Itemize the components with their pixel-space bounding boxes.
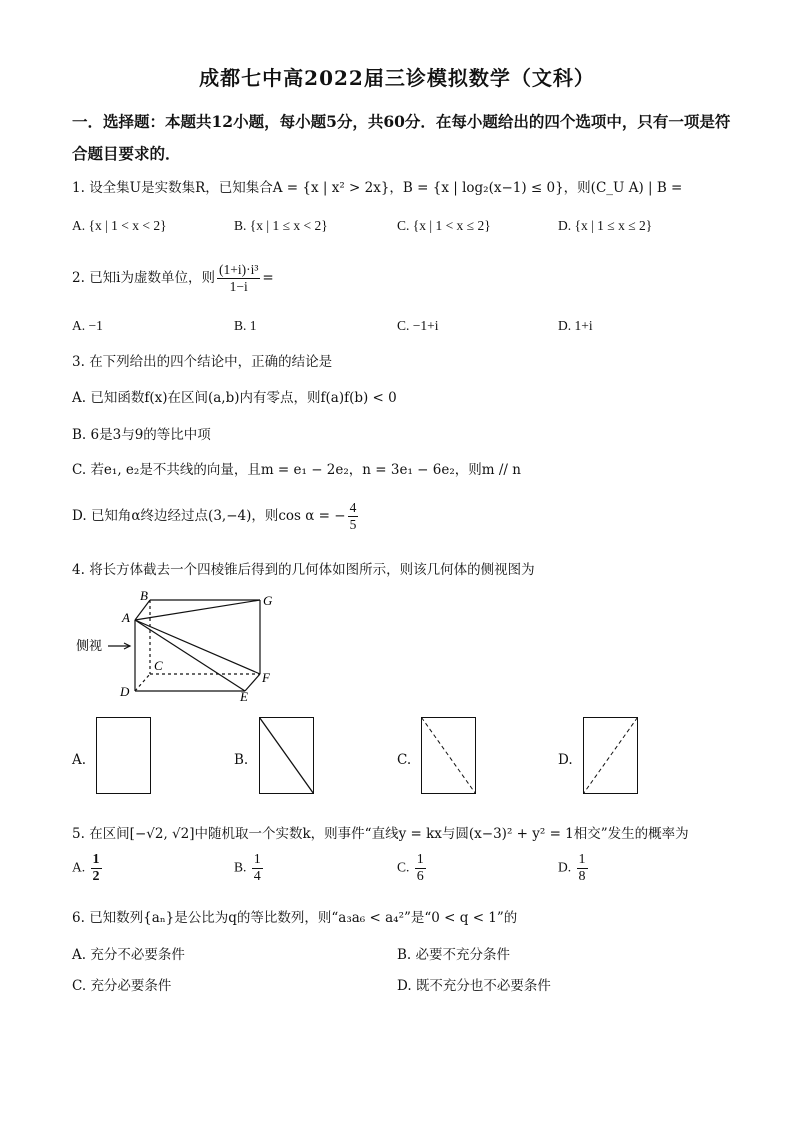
option-d[interactable] (558, 218, 652, 234)
option-c[interactable] (421, 717, 477, 795)
cuboid-figure (70, 588, 290, 703)
option-label: A. (72, 390, 87, 406)
fraction-denominator: 1−i (229, 279, 248, 294)
option-text: 已知角α终边经过点(3,−4)，则cos α = − (90, 508, 346, 524)
option-label: D. (397, 978, 412, 994)
option-text: 充分不必要条件 (90, 947, 185, 963)
option-a[interactable] (72, 218, 167, 234)
option-b[interactable] (234, 852, 265, 885)
option-d[interactable] (558, 318, 593, 334)
vertex-label: E (240, 689, 248, 704)
option-d[interactable] (558, 852, 590, 885)
edge-ab (135, 600, 150, 620)
vertex-label: F (262, 670, 270, 685)
fraction (217, 262, 260, 295)
option-c[interactable] (72, 974, 171, 994)
option-b[interactable] (72, 423, 211, 443)
option-c[interactable] (72, 458, 521, 478)
option-a[interactable] (72, 852, 104, 885)
option-d[interactable] (397, 974, 551, 994)
option-text: −1 (88, 318, 103, 333)
option-b[interactable] (259, 717, 315, 795)
option-a-label: A. (72, 752, 87, 768)
question-number: 5. (72, 826, 85, 842)
question-number: 2. (72, 270, 85, 286)
option-text: 1+i (574, 318, 593, 333)
side-view-rect (97, 718, 151, 794)
option-label: D. (558, 218, 572, 233)
fraction (348, 500, 359, 533)
option-text: 若e₁, e₂是不共线的向量，且m = e₁ − 2e₂，n = 3e₁ − 6e₂，则m // n (90, 462, 521, 478)
question-number: 6. (72, 910, 85, 926)
option-label: C. (72, 978, 87, 994)
option-text: {x | 1 < x < 2} (88, 218, 167, 233)
question-1 (72, 176, 682, 196)
option-label: C. (397, 318, 410, 333)
option-label: B. (234, 318, 247, 333)
option-label: A. (72, 218, 86, 233)
option-b-label: B. (234, 752, 249, 768)
option-b[interactable] (234, 318, 257, 334)
fraction-numerator: (1+i)·i³ (219, 262, 259, 277)
option-c[interactable] (397, 218, 491, 234)
option-label: B. (234, 859, 247, 875)
vertex-label: C (154, 658, 163, 673)
edge-dc-hidden (135, 674, 150, 691)
option-label: A. (72, 859, 86, 875)
option-label: A. (72, 318, 86, 333)
option-label: B. (234, 218, 247, 233)
option-b[interactable] (234, 218, 328, 234)
option-a[interactable] (96, 717, 152, 795)
question-stem: 在下列给出的四个结论中，正确的结论是 (89, 354, 333, 370)
option-b[interactable] (397, 943, 510, 963)
question-6 (72, 906, 517, 926)
option-label: C. (72, 462, 87, 478)
fraction-numerator: 4 (349, 500, 357, 515)
view-label: 侧视 (76, 639, 103, 654)
fraction-numerator: 1 (253, 852, 261, 867)
option-text: 充分必要条件 (90, 978, 172, 994)
question-3 (72, 350, 332, 370)
option-label: C. (397, 859, 410, 875)
option-d-label: D. (558, 752, 573, 768)
option-text: 6是3与9的等比中项 (90, 427, 211, 443)
question-stem: 在区间[−√2, √2]中随机取一个实数k，则事件“直线y = kx与圆(x−3)² + y² = 1相交”发生的概率为 (89, 826, 689, 842)
fraction-numerator: 1 (92, 852, 100, 867)
question-number: 3. (72, 354, 85, 370)
dashed-diagonal (422, 718, 476, 794)
fraction-denominator: 6 (416, 869, 424, 884)
dashed-diagonal (584, 718, 638, 794)
option-a[interactable] (72, 318, 103, 334)
fraction-denominator: 8 (578, 869, 586, 884)
solid-diagonal (260, 718, 314, 794)
vertex-label: D (120, 684, 130, 699)
fraction (415, 852, 426, 885)
option-text: {x | 1 < x ≤ 2} (412, 218, 491, 233)
fraction-denominator: 2 (92, 869, 100, 884)
fraction-denominator: 5 (349, 517, 357, 532)
fraction (91, 852, 102, 885)
option-label: B. (72, 427, 87, 443)
fraction-numerator: 1 (416, 852, 424, 867)
question-stem-suffix: = (262, 270, 274, 286)
question-stem: 已知数列{aₙ}是公比为q的等比数列，则“a₃a₆ < a₄²”是“0 < q < 1”的 (89, 910, 518, 926)
option-text: {x | 1 ≤ x < 2} (249, 218, 328, 233)
option-label: C. (397, 218, 410, 233)
edge-ag (135, 600, 260, 620)
question-5 (72, 822, 689, 842)
question-stem: 设全集U是实数集R，已知集合A = {x | x² > 2x}，B = {x | log₂(x−1) ≤ 0}，则(C_U A) | B = (89, 180, 683, 196)
fraction (252, 852, 263, 885)
question-stem: 已知i为虚数单位，则 (89, 270, 216, 286)
question-stem: 将长方体截去一个四棱锥后得到的几何体如图所示，则该几何体的侧视图为 (89, 562, 535, 578)
edge-ae (135, 620, 245, 691)
question-number: 1. (72, 180, 85, 196)
fraction (577, 852, 588, 885)
section-heading: 一．选择题：本题共12小题，每小题5分，共60分．在每小题给出的四个选项中，只有一项是符合题目要求的． (72, 112, 731, 163)
fraction-denominator: 4 (253, 869, 261, 884)
option-a[interactable] (72, 943, 185, 963)
option-label: D. (558, 318, 572, 333)
option-label: D. (558, 859, 572, 875)
option-text: {x | 1 ≤ x ≤ 2} (574, 218, 653, 233)
vertex-label: B (140, 588, 148, 603)
option-c[interactable] (397, 852, 428, 885)
option-c-label: C. (397, 752, 412, 768)
option-text: 必要不充分条件 (415, 947, 511, 963)
option-text: 1 (249, 318, 257, 333)
question-4 (72, 558, 535, 578)
option-text: 已知函数f(x)在区间(a,b)内有零点，则f(a)f(b) < 0 (90, 390, 397, 406)
question-number: 4. (72, 562, 85, 578)
question-2 (72, 262, 274, 295)
option-a[interactable] (72, 386, 397, 406)
option-d[interactable] (583, 717, 639, 795)
option-c[interactable] (397, 318, 439, 334)
page-title: 成都七中高2022届三诊模拟数学（文科） (199, 66, 595, 90)
option-label: D. (72, 508, 87, 524)
option-label: A. (72, 947, 87, 963)
option-text: 既不充分也不必要条件 (415, 978, 551, 994)
vertex-label: G (263, 593, 273, 608)
option-d[interactable] (72, 500, 360, 533)
fraction-numerator: 1 (578, 852, 586, 867)
vertex-label: A (122, 610, 130, 625)
option-label: B. (397, 947, 412, 963)
option-text: −1+i (412, 318, 439, 333)
